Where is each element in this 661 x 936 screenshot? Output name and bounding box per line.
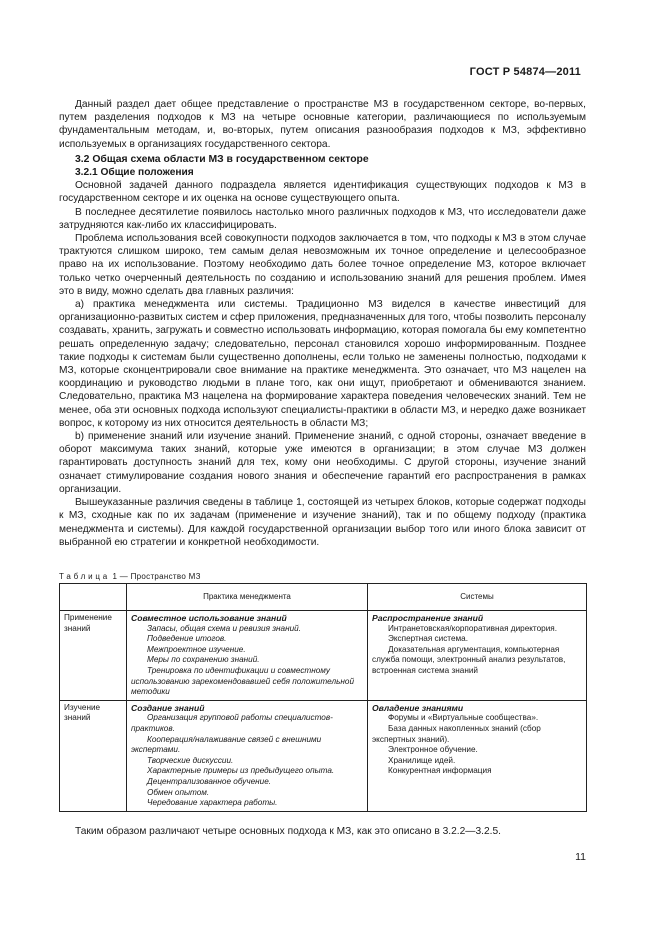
table-caption (59, 572, 201, 581)
table-row (60, 700, 587, 811)
list-item: Доказательная аргументация, компьютерная служба помощи, электронный анализ результатов, встроенная система знаний (372, 644, 566, 675)
list-item: База данных накопленных знаний (сбор экспертных знаний). (372, 723, 541, 744)
list-item: Творческие дискуссии. (147, 755, 234, 765)
table-header-row (60, 584, 587, 611)
header-practice: Практика менеджмента (127, 584, 368, 611)
list-item: Форумы и «Виртуальные сообщества». (388, 713, 539, 723)
body-text (59, 98, 586, 549)
paragraph-2: В последнее десятилетие появилось настолько много различных подходов к МЗ, что исследователи даже затрудняются как-либо их классифицировать. (59, 206, 586, 231)
paragraph-3: Проблема использования всей совокупности подходов заключается в том, что подходы к МЗ в этом случае трактуются слишком широко, тем самым делая невозможным их точное определение и целесообразное право на их использование. Поэтому необходимо дать более точное определение МЗ, которое включает только четко очерченный деятельность по созданию и использованию знаний для решения проблем. Имея это в виду, можно сделать два главных различия: (59, 233, 586, 297)
list-item: Обмен опытом. (147, 787, 210, 797)
paragraph-1: Основной задачей данного подраздела является идентификация существующих подходов к МЗ в государственном секторе и их оценка на основе существующего опыта. (59, 180, 586, 205)
list-item: Кооперация/налаживание связей с внешними экспертами. (131, 734, 322, 755)
paragraph-4: Вышеуказанные различия сведены в таблице 1, состоящей из четырех блоков, которые содержат подходы к МЗ, сходные как по их задачам (применение и изучение знаний), так и по общему подходу (практика менеджмента и системы). Для каждой государственной организации выбор того или иного блока зависит от выбранной ею стратегии и конкретной необходимости. (59, 497, 586, 548)
block-title: Создание знаний (131, 702, 205, 713)
list-item: Меры по сохранению знаний. (147, 655, 260, 665)
closing-paragraph: Таким образом различают четыре основных подхода к МЗ, как это описано в 3.2.2—3.2.5. (75, 826, 501, 837)
paragraph-a: а) практика менеджмента или системы. Традиционно МЗ виделся в качестве инвестиций для организационно-развитых систем и сфер приложения, предназначенных для того, чтобы позволить персоналу создавать, хранить, загружать и совместно использовать информацию, которая помогала бы ему компетентно решать определенную задачу; следовательно, персонал становился хорошо информированным. Позднее такие подходы к системам были существенно дополнены, если только не заменены полностью, подходами к МЗ, которые сконцентрировали свое внимание на практике менеджмента. Это означает, что МЗ нацелен на координацию и руководство людьми в плане того, как они ищут, приобретают и обмениваются знанием. Следовательно, практика МЗ нацелена на формирование характера поведения человеческих знаний. Тем не менее, оба эти основных подхода используют специалисты-практики в области МЗ, и нередко даже возникает вопрос, к которому из них относится деятельность в области МЗ; (59, 299, 586, 429)
table-row (60, 611, 587, 701)
systems-cell (368, 700, 587, 811)
block-title: Распространение знаний (372, 613, 484, 623)
row-label: Применение знаний (60, 611, 127, 701)
subsection-heading: 3.2.1 Общие положения (75, 167, 194, 179)
list-item: Межпроектное изучение. (147, 644, 246, 654)
list-item: Подведение итогов. (147, 634, 227, 644)
section-heading: 3.2 Общая схема области МЗ в государственном секторе (75, 153, 369, 165)
table-caption-title: 1 — Пространство МЗ (112, 572, 201, 581)
row-label: Изучение знаний (60, 700, 127, 811)
header-empty-cell (60, 584, 127, 611)
km-space-table (59, 583, 587, 812)
list-item: Конкурентная информация (388, 766, 492, 776)
list-item: Экспертная система. (388, 634, 468, 644)
list-item: Организация групповой работы специалистов-практиков. (131, 713, 333, 733)
list-item: Чередование характера работы. (147, 798, 278, 808)
list-item: Характерные примеры из предыдущего опыта. (147, 766, 335, 776)
table-caption-prefix: Таблица (59, 572, 110, 581)
header-systems: Системы (368, 584, 587, 611)
paragraph-b: b) применение знаний или изучение знаний. Применение знаний, с одной стороны, означает введение в оборот максимума таких знаний, которые уже имеются в организации; в этом случае МЗ должен гарантировать доступность знаний для тех, кому они необходимы. С другой стороны, изучение знаний означает стимулирование создания нового знания и обеспечение гарантий его распространения в рамках организации. (59, 431, 586, 495)
systems-cell (368, 611, 587, 701)
intro-paragraph: Данный раздел дает общее представление о пространстве МЗ в государственном секторе, во-первых, путем разделения подходов к МЗ на четыре основные категории, различающиеся по используемым фундаментальным методам, и, во-вторых, путем описания разнообразия подходов к МЗ, эффективно используемых в организациях государственного сектора. (59, 99, 586, 150)
practice-cell (127, 611, 368, 701)
block-title: Совместное использование знаний (131, 613, 287, 623)
list-item: Тренировка по идентификации и совместному использованию зарекомендовавшей себя положительной методики (131, 665, 354, 697)
block-title: Овладение знаниями (372, 702, 464, 713)
list-item: Запасы, общая схема и ревизия знаний. (147, 623, 301, 633)
list-item: Децентрализованное обучение. (147, 776, 272, 786)
list-item: Электронное обучение. (388, 745, 478, 755)
list-item: Интранетовская/корпоративная директория. (388, 623, 557, 633)
standard-number: ГОСТ Р 54874—2011 (469, 66, 581, 78)
page-number: 11 (575, 851, 586, 863)
practice-cell (127, 700, 368, 811)
list-item: Хранилище идей. (388, 755, 456, 765)
